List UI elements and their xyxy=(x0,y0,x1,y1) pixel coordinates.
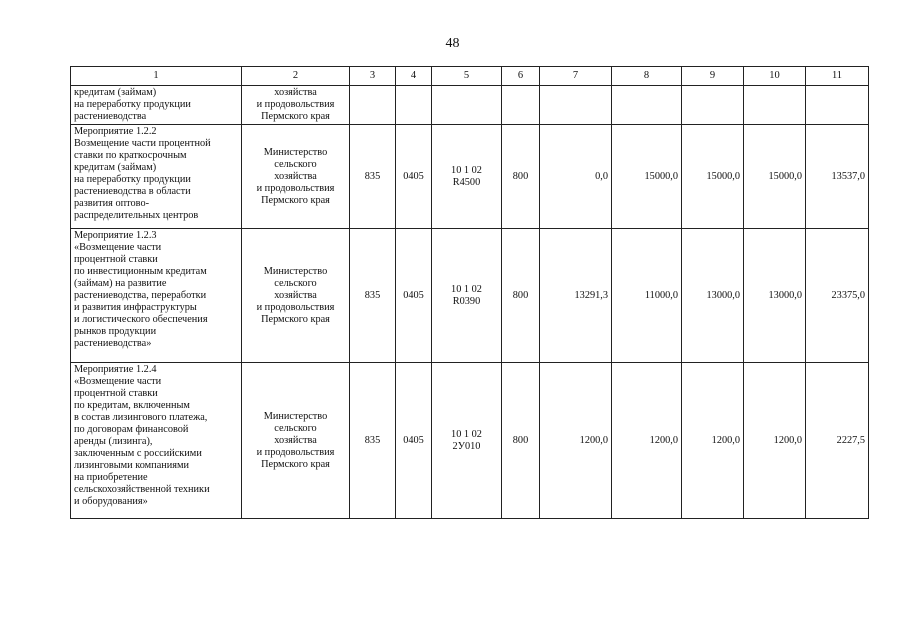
responsible-agency: Министерство сельского хозяйства и продовольствия Пермского края xyxy=(242,229,350,363)
cell-expense-type: 800 xyxy=(502,229,540,363)
column-number-row xyxy=(71,67,869,86)
measure-description: Мероприятие 1.2.3 «Возмещение части процентной ставки по инвестиционным кредитам (займам) на развитие растениеводства, переработки и развития инфраструктуры и логистического обеспечения рынков продукции растениеводства» xyxy=(71,229,242,363)
cell-amount-col7: 13291,3 xyxy=(540,229,612,363)
cell-amount-col11: 23375,0 xyxy=(806,229,869,363)
cell-ministry-code: 835 xyxy=(350,229,396,363)
column-header: 9 xyxy=(682,67,744,86)
column-header: 2 xyxy=(242,67,350,86)
column-header: 10 xyxy=(744,67,806,86)
budget-table xyxy=(70,66,869,519)
column-header: 6 xyxy=(502,67,540,86)
column-header: 7 xyxy=(540,67,612,86)
cell-amount-col10: 15000,0 xyxy=(744,125,806,229)
responsible-agency: Министерство сельского хозяйства и продовольствия Пермского края xyxy=(242,125,350,229)
cell-target-article xyxy=(432,86,502,125)
page-number: 48 xyxy=(445,36,460,51)
column-header: 11 xyxy=(806,67,869,86)
cell-expense-type xyxy=(502,86,540,125)
cell-amount-col8 xyxy=(612,86,682,125)
cell-ministry-code: 835 xyxy=(350,363,396,519)
column-header: 4 xyxy=(396,67,432,86)
cell-target-article: 10 1 02 R4500 xyxy=(432,125,502,229)
cell-amount-col10 xyxy=(744,86,806,125)
table-row xyxy=(71,86,869,125)
cell-section-code: 0405 xyxy=(396,125,432,229)
cell-amount-col11 xyxy=(806,86,869,125)
measure-description: Мероприятие 1.2.2 Возмещение части процентной ставки по краткосрочным кредитам (займам) на переработку продукции растениеводства в области развития оптово- распределительных центров xyxy=(71,125,242,229)
cell-section-code xyxy=(396,86,432,125)
table-row xyxy=(71,125,869,229)
cell-amount-col8: 15000,0 xyxy=(612,125,682,229)
column-header: 1 xyxy=(71,67,242,86)
table-row xyxy=(71,363,869,519)
cell-amount-col11: 2227,5 xyxy=(806,363,869,519)
cell-amount-col7 xyxy=(540,86,612,125)
cell-amount-col9: 1200,0 xyxy=(682,363,744,519)
cell-amount-col7: 0,0 xyxy=(540,125,612,229)
responsible-agency: Министерство сельского хозяйства и продовольствия Пермского края xyxy=(242,363,350,519)
cell-expense-type: 800 xyxy=(502,363,540,519)
table-row xyxy=(71,229,869,363)
measure-description: кредитам (займам) на переработку продукции растениеводства xyxy=(71,86,242,125)
column-header: 3 xyxy=(350,67,396,86)
cell-target-article: 10 1 02 R0390 xyxy=(432,229,502,363)
cell-section-code: 0405 xyxy=(396,229,432,363)
measure-description: Мероприятие 1.2.4 «Возмещение части процентной ставки по кредитам, включенным в состав лизингового платежа, по договорам финансовой аренды (лизинга), заключенным с российскими лизинговыми компаниями на приобретение сельскохозяйственной техники и оборудования» xyxy=(71,363,242,519)
cell-amount-col9: 15000,0 xyxy=(682,125,744,229)
column-header: 8 xyxy=(612,67,682,86)
cell-amount-col9 xyxy=(682,86,744,125)
cell-ministry-code xyxy=(350,86,396,125)
cell-amount-col11: 13537,0 xyxy=(806,125,869,229)
cell-target-article: 10 1 02 2У010 xyxy=(432,363,502,519)
responsible-agency: хозяйства и продовольствия Пермского края xyxy=(242,86,350,125)
cell-ministry-code: 835 xyxy=(350,125,396,229)
cell-amount-col8: 1200,0 xyxy=(612,363,682,519)
cell-section-code: 0405 xyxy=(396,363,432,519)
cell-amount-col10: 13000,0 xyxy=(744,229,806,363)
cell-expense-type: 800 xyxy=(502,125,540,229)
cell-amount-col10: 1200,0 xyxy=(744,363,806,519)
cell-amount-col8: 11000,0 xyxy=(612,229,682,363)
cell-amount-col9: 13000,0 xyxy=(682,229,744,363)
cell-amount-col7: 1200,0 xyxy=(540,363,612,519)
column-header: 5 xyxy=(432,67,502,86)
